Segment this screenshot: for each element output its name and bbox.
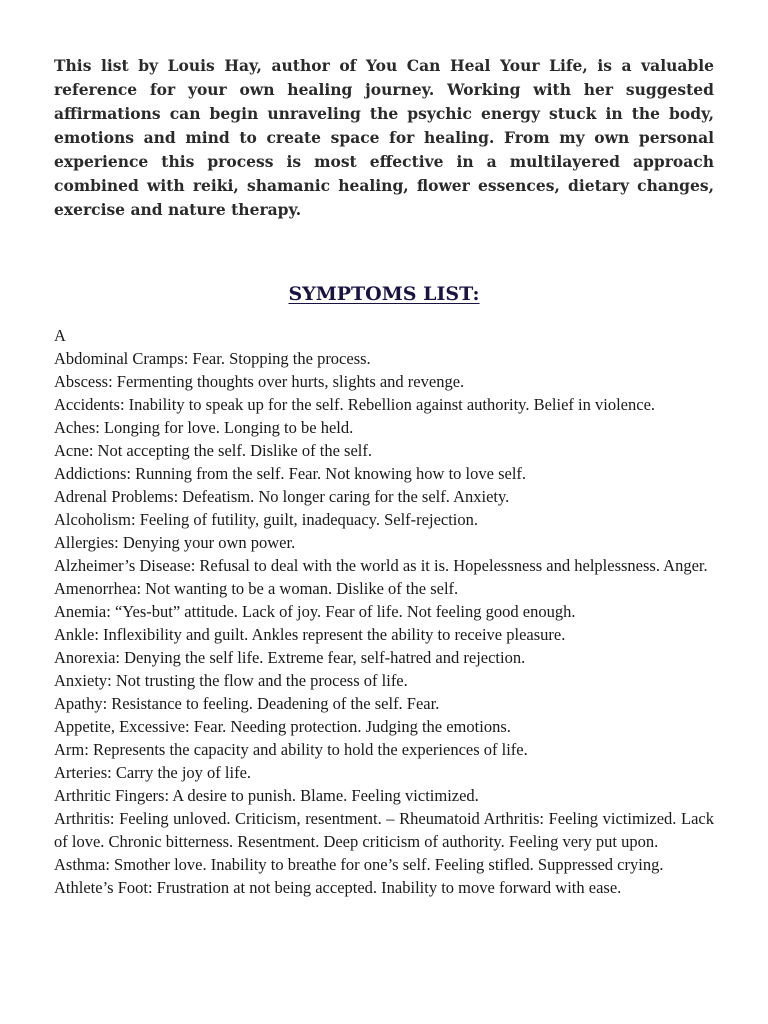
list-item: Apathy: Resistance to feeling. Deadening of the self. Fear. [54, 694, 440, 713]
list-item: Adrenal Problems: Defeatism. No longer caring for the self. Anxiety. [54, 487, 510, 506]
list-item: Appetite, Excessive: Fear. Needing protection. Judging the emotions. [54, 717, 511, 736]
list-item: Allergies: Denying your own power. [54, 533, 296, 552]
section-letter: A [54, 326, 66, 345]
list-item: Abscess: Fermenting thoughts over hurts, slights and revenge. [54, 372, 465, 391]
document-page [54, 54, 714, 899]
list-item: Accidents: Inability to speak up for the self. Rebellion against authority. Belief in violence. [54, 395, 656, 414]
list-item: Ankle: Inflexibility and guilt. Ankles represent the ability to receive pleasure. [54, 625, 566, 644]
list-item: Anorexia: Denying the self life. Extreme fear, self-hatred and rejection. [54, 648, 526, 667]
list-item: Anemia: “Yes-but” attitude. Lack of joy. Fear of life. Not feeling good enough. [54, 602, 576, 621]
list-item: Aches: Longing for love. Longing to be held. [54, 418, 354, 437]
list-item: Asthma: Smother love. Inability to breathe for one’s self. Feeling stifled. Suppressed crying. [54, 855, 664, 874]
list-item: Arm: Represents the capacity and ability to hold the experiences of life. [54, 740, 528, 759]
list-item: Alzheimer’s Disease: Refusal to deal with the world as it is. Hopelessness and helplessness. Anger. [54, 556, 708, 575]
list-item: Athlete’s Foot: Frustration at not being accepted. Inability to move forward with ease. [54, 878, 622, 897]
list-item: Acne: Not accepting the self. Dislike of the self. [54, 441, 372, 460]
intro-paragraph: This list by Louis Hay, author of You Can Heal Your Life, is a valuable reference for your own healing journey. Working with her suggested affirmations can begin unraveling the psychic energy stuck in the body, emotions and mind to create space for healing. From my own personal experience this process is most effective in a multilayered approach combined with reiki, shamanic healing, flower essences, dietary changes, exercise and nature therapy. [54, 56, 714, 219]
symptoms-list [54, 347, 714, 899]
list-item: Arteries: Carry the joy of life. [54, 763, 252, 782]
list-item: Arthritic Fingers: A desire to punish. Blame. Feeling victimized. [54, 786, 479, 805]
list-item: Anxiety: Not trusting the flow and the process of life. [54, 671, 408, 690]
page-title: SYMPTOMS LIST: [288, 283, 480, 305]
list-item: Alcoholism: Feeling of futility, guilt, inadequacy. Self-rejection. [54, 510, 479, 529]
list-item: Arthritis: Feeling unloved. Criticism, resentment. – Rheumatoid Arthritis: Feeling victimized. Lack of love. Chronic bitterness. Resentment. Deep criticism of authority. Feeling very put upon. [54, 809, 714, 851]
list-item: Amenorrhea: Not wanting to be a woman. Dislike of the self. [54, 579, 459, 598]
list-item: Abdominal Cramps: Fear. Stopping the process. [54, 349, 371, 368]
list-item: Addictions: Running from the self. Fear. Not knowing how to love self. [54, 464, 527, 483]
